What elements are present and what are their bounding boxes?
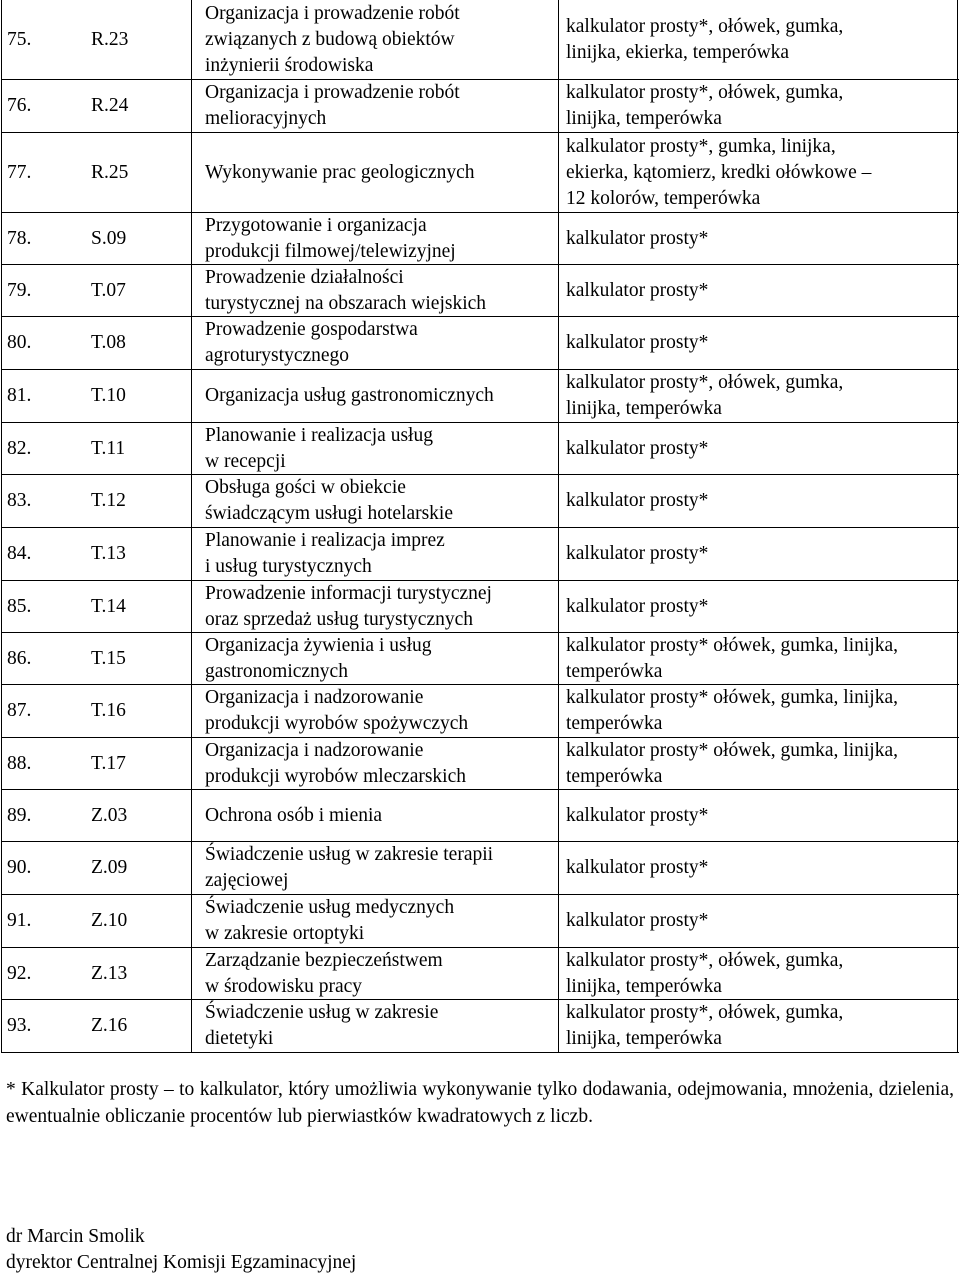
row-number: 75.: [7, 28, 32, 50]
column-divider: [558, 842, 559, 894]
allowed-tools: [566, 265, 956, 316]
allowed-tools-line: kalkulator prosty*: [566, 279, 709, 301]
row-number: 87.: [7, 700, 32, 721]
table-row: [1, 895, 959, 948]
row-number: 85.: [7, 595, 32, 617]
allowed-tools: [566, 685, 956, 737]
allowed-tools-line: kalkulator prosty*, ołówek, gumka,: [566, 1002, 844, 1023]
table-row: [1, 528, 959, 581]
allowed-tools-line: temperówka: [566, 660, 663, 682]
column-divider: [558, 213, 559, 264]
row-number: 89.: [7, 804, 32, 826]
column-divider: [191, 80, 192, 132]
qualification-code: R.23: [91, 28, 129, 50]
allowed-tools-line: 12 kolorów, temperówka: [566, 187, 761, 209]
qualification-name: [205, 80, 550, 132]
allowed-tools-line: kalkulator prosty*, gumka, linijka,: [566, 135, 836, 157]
column-divider: [558, 790, 559, 841]
row-number: 90.: [7, 857, 32, 878]
qualification-name-line: Zarządzanie bezpieczeństwem: [205, 949, 443, 971]
column-divider: [558, 475, 559, 527]
row-number: 83.: [7, 490, 32, 511]
allowed-tools: [566, 213, 956, 264]
allowed-tools-line: kalkulator prosty* ołówek, gumka, linijka,: [566, 739, 898, 761]
column-divider: [191, 895, 192, 947]
qualification-code: Z.10: [91, 910, 128, 931]
qualification-name-line: produkcji filmowej/telewizyjnej: [205, 240, 456, 262]
qualification-name: [205, 265, 550, 316]
column-divider: [191, 528, 192, 580]
qualification-code: T.07: [91, 279, 126, 301]
qualification-name-line: Obsługa gości w obiekcie: [205, 477, 406, 498]
qualification-name: [205, 842, 550, 894]
column-divider: [558, 317, 559, 369]
allowed-tools: [566, 790, 956, 841]
allowed-tools: [566, 423, 956, 474]
allowed-tools-line: kalkulator prosty*: [566, 543, 709, 564]
qualification-name-line: Ochrona osób i mienia: [205, 804, 383, 826]
qualification-name: [205, 528, 550, 580]
table-row: [1, 370, 959, 423]
table-row: [1, 738, 959, 790]
qualification-name: [205, 895, 550, 947]
qualification-code: R.25: [91, 161, 129, 183]
allowed-tools-line: kalkulator prosty*: [566, 437, 709, 459]
qualification-name: [205, 948, 550, 999]
allowed-tools: [566, 317, 956, 369]
table-row: [1, 633, 959, 685]
qualification-code: Z.13: [91, 962, 128, 984]
allowed-tools-line: kalkulator prosty*: [566, 227, 709, 249]
column-divider: [558, 685, 559, 737]
column-divider: [558, 633, 559, 684]
table-row: [1, 685, 959, 738]
qualification-code: Z.09: [91, 857, 128, 878]
allowed-tools-line: linijka, temperówka: [566, 108, 722, 129]
column-divider: [191, 317, 192, 369]
allowed-tools-line: linijka, temperówka: [566, 1028, 722, 1049]
qualification-name-line: Planowanie i realizacja imprez: [205, 530, 445, 551]
qualification-name: [205, 738, 550, 789]
footnote: * Kalkulator prosty – to kalkulator, który umożliwia wykonywanie tylko dodawania, odejmowania, mnożenia, dzielenia, ewentualnie obliczanie procentów lub pierwiastków kwadratowych z liczb.: [6, 1079, 954, 1127]
table-row: [1, 581, 959, 633]
qualification-name-line: Planowanie i realizacja usług: [205, 424, 433, 446]
allowed-tools-line: ekierka, kątomierz, kredki ołówkowe –: [566, 161, 872, 183]
qualification-name-line: Wykonywanie prac geologicznych: [205, 161, 475, 183]
allowed-tools: [566, 528, 956, 580]
row-number: 81.: [7, 385, 32, 406]
qualification-code: T.12: [91, 490, 126, 511]
qualification-name-line: turystycznej na obszarach wiejskich: [205, 292, 487, 314]
allowed-tools: [566, 895, 956, 947]
allowed-tools: [566, 581, 956, 632]
column-divider: [191, 738, 192, 789]
column-divider: [191, 633, 192, 684]
allowed-tools: [566, 842, 956, 894]
qualification-name-line: Prowadzenie gospodarstwa: [205, 319, 418, 340]
qualification-name-line: Organizacja usług gastronomicznych: [205, 385, 494, 406]
table-row: [1, 317, 959, 370]
allowed-tools-line: kalkulator prosty* ołówek, gumka, linijka,: [566, 634, 898, 656]
table-row: [1, 133, 959, 213]
qualification-name: [205, 685, 550, 737]
qualification-name: [205, 370, 550, 422]
column-divider: [191, 0, 192, 79]
qualification-name-line: produkcji wyrobów mleczarskich: [205, 765, 467, 787]
column-divider: [558, 133, 559, 212]
signature-title: dyrektor Centralnej Komisji Egzaminacyjnej: [6, 1252, 357, 1273]
qualification-name: [205, 475, 550, 527]
column-divider: [191, 685, 192, 737]
qualification-name-line: w zakresie ortoptyki: [205, 923, 365, 944]
row-number: 84.: [7, 543, 32, 564]
qualification-name-line: w recepcji: [205, 450, 286, 472]
qualification-name-line: Organizacja i prowadzenie robót: [205, 82, 460, 103]
table-row: [1, 213, 959, 265]
allowed-tools: [566, 948, 956, 999]
qualification-name-line: produkcji wyrobów spożywczych: [205, 713, 469, 734]
column-divider: [558, 581, 559, 632]
table-row: [1, 0, 959, 80]
allowed-tools-line: kalkulator prosty*: [566, 595, 709, 617]
qualification-name-line: Świadczenie usług w zakresie: [205, 1002, 439, 1023]
qualification-name-line: Świadczenie usług w zakresie terapii: [205, 844, 494, 865]
column-divider: [191, 423, 192, 474]
row-number: 76.: [7, 95, 32, 116]
allowed-tools-line: kalkulator prosty* ołówek, gumka, linijka,: [566, 687, 898, 708]
allowed-tools: [566, 80, 956, 132]
table-row: [1, 842, 959, 895]
qualification-name-line: Prowadzenie informacji turystycznej: [205, 582, 492, 604]
qualification-code: T.11: [91, 437, 126, 459]
table-row: [1, 423, 959, 475]
column-divider: [191, 581, 192, 632]
row-number: 82.: [7, 437, 32, 459]
column-divider: [558, 265, 559, 316]
column-divider: [191, 265, 192, 316]
qualification-name: [205, 133, 550, 212]
row-number: 86.: [7, 647, 32, 669]
qualification-name: [205, 633, 550, 684]
qualification-name-line: melioracyjnych: [205, 108, 327, 129]
table-row: [1, 80, 959, 133]
allowed-tools-line: kalkulator prosty*, ołówek, gumka,: [566, 372, 844, 393]
allowed-tools: [566, 633, 956, 684]
allowed-tools-line: temperówka: [566, 713, 663, 734]
qualification-name-line: Świadczenie usług medycznych: [205, 897, 455, 918]
column-divider: [191, 213, 192, 264]
row-number: 78.: [7, 227, 32, 249]
column-divider: [558, 895, 559, 947]
column-divider: [191, 133, 192, 212]
qualification-code: T.10: [91, 385, 126, 406]
qualification-code: Z.16: [91, 1015, 128, 1036]
qualification-name-line: inżynierii środowiska: [205, 54, 374, 76]
column-divider: [191, 790, 192, 841]
column-divider: [558, 738, 559, 789]
allowed-tools-line: kalkulator prosty*, ołówek, gumka,: [566, 15, 844, 37]
qualification-name: [205, 213, 550, 264]
allowed-tools: [566, 1000, 956, 1052]
table-row: [1, 790, 959, 842]
signature-name: dr Marcin Smolik: [6, 1226, 145, 1247]
allowed-tools-line: kalkulator prosty*, ołówek, gumka,: [566, 949, 844, 971]
column-divider: [191, 948, 192, 999]
equipment-table: [1, 0, 959, 1053]
qualification-name-line: świadczącym usługi hotelarskie: [205, 503, 454, 524]
allowed-tools-line: temperówka: [566, 765, 663, 787]
qualification-name-line: dietetyki: [205, 1028, 274, 1049]
table-row: [1, 948, 959, 1000]
column-divider: [558, 80, 559, 132]
qualification-code: R.24: [91, 95, 129, 116]
qualification-name-line: zajęciowej: [205, 870, 289, 891]
column-divider: [558, 1000, 559, 1052]
qualification-name-line: Organizacja i prowadzenie robót: [205, 2, 460, 24]
allowed-tools-line: linijka, temperówka: [566, 398, 722, 419]
allowed-tools: [566, 133, 956, 212]
table-row: [1, 1000, 959, 1053]
qualification-name: [205, 0, 550, 79]
column-divider: [558, 528, 559, 580]
qualification-code: S.09: [91, 227, 127, 249]
qualification-name-line: agroturystycznego: [205, 345, 350, 366]
column-divider: [191, 842, 192, 894]
column-divider: [558, 423, 559, 474]
allowed-tools-line: kalkulator prosty*: [566, 857, 709, 878]
allowed-tools: [566, 738, 956, 789]
column-divider: [191, 370, 192, 422]
qualification-code: T.17: [91, 752, 126, 774]
allowed-tools: [566, 475, 956, 527]
qualification-name-line: Organizacja żywienia i usług: [205, 634, 432, 656]
row-number: 92.: [7, 962, 32, 984]
allowed-tools-line: linijka, ekierka, temperówka: [566, 41, 790, 63]
allowed-tools-line: kalkulator prosty*, ołówek, gumka,: [566, 82, 844, 103]
column-divider: [558, 0, 559, 79]
qualification-code: T.14: [91, 595, 126, 617]
column-divider: [558, 948, 559, 999]
allowed-tools-line: kalkulator prosty*: [566, 804, 709, 826]
qualification-name-line: Organizacja i nadzorowanie: [205, 687, 424, 708]
qualification-code: Z.03: [91, 804, 128, 826]
column-divider: [191, 475, 192, 527]
qualification-name-line: oraz sprzedaż usług turystycznych: [205, 608, 474, 630]
row-number: 77.: [7, 161, 32, 183]
qualification-name-line: w środowisku pracy: [205, 975, 363, 997]
table-row: [1, 475, 959, 528]
column-divider: [191, 1000, 192, 1052]
qualification-name: [205, 1000, 550, 1052]
row-number: 80.: [7, 332, 32, 353]
row-number: 79.: [7, 279, 32, 301]
row-number: 93.: [7, 1015, 32, 1036]
table-row: [1, 265, 959, 317]
qualification-code: T.13: [91, 543, 126, 564]
allowed-tools-line: kalkulator prosty*: [566, 490, 709, 511]
row-number: 88.: [7, 752, 32, 774]
qualification-name-line: Prowadzenie działalności: [205, 266, 404, 288]
allowed-tools-line: kalkulator prosty*: [566, 332, 709, 353]
qualification-name-line: związanych z budową obiektów: [205, 28, 455, 50]
allowed-tools-line: linijka, temperówka: [566, 975, 722, 997]
qualification-name: [205, 317, 550, 369]
qualification-name-line: Przygotowanie i organizacja: [205, 214, 427, 236]
allowed-tools-line: kalkulator prosty*: [566, 910, 709, 931]
column-divider: [558, 370, 559, 422]
qualification-code: T.08: [91, 332, 126, 353]
qualification-code: T.15: [91, 647, 126, 669]
qualification-code: T.16: [91, 700, 126, 721]
qualification-name-line: gastronomicznych: [205, 660, 348, 682]
allowed-tools: [566, 370, 956, 422]
row-number: 91.: [7, 910, 32, 931]
qualification-name-line: i usług turystycznych: [205, 556, 372, 577]
qualification-name-line: Organizacja i nadzorowanie: [205, 739, 424, 761]
qualification-name: [205, 423, 550, 474]
qualification-name: [205, 581, 550, 632]
qualification-name: [205, 790, 550, 841]
allowed-tools: [566, 0, 956, 79]
